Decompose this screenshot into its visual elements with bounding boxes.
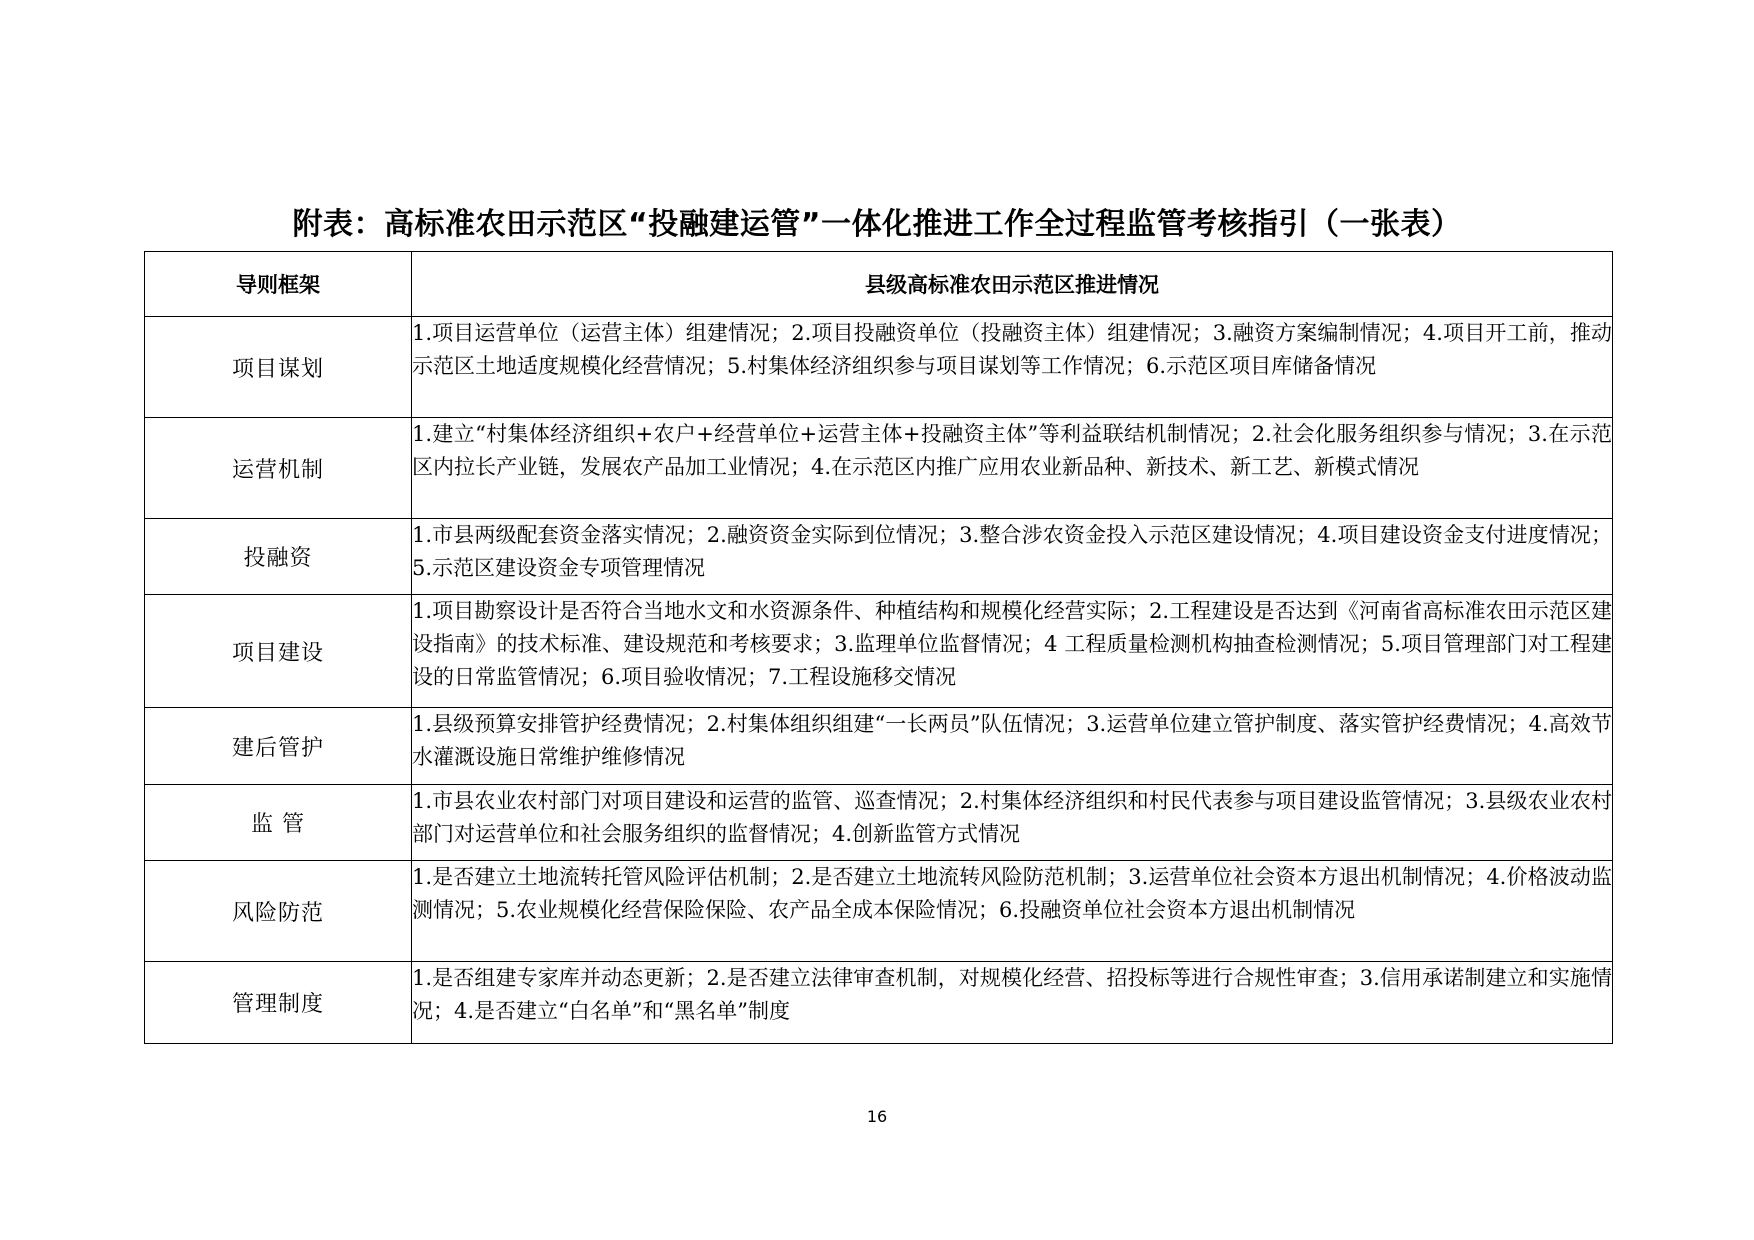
row-content: 1.县级预算安排管护经费情况；2.村集体组织组建“一长两员”队伍情况；3.运营单位建立管护制度、落实管护经费情况；4.高效节水灌溉设施日常维护维修情况	[412, 708, 1613, 785]
row-content: 1.项目勘察设计是否符合当地水文和水资源条件、种植结构和规模化经营实际；2.工程建设是否达到《河南省高标准农田示范区建设指南》的技术标准、建设规范和考核要求；3.监理单位监督情况；4 工程质量检测机构抽查检测情况；5.项目管理部门对工程建设的日常监管情况；6.项目验收情况；7.工程设施移交情况	[412, 595, 1613, 708]
row-content: 1.市县两级配套资金落实情况；2.融资资金实际到位情况；3.整合涉农资金投入示范区建设情况；4.项目建设资金支付进度情况；5.示范区建设资金专项管理情况	[412, 519, 1613, 595]
header-framework: 导则框架	[145, 252, 412, 317]
row-content: 1.市县农业农村部门对项目建设和运营的监管、巡查情况；2.村集体经济组织和村民代表参与项目建设监管情况；3.县级农业农村部门对运营单位和社会服务组织的监督情况；4.创新监管方式情况	[412, 785, 1613, 861]
row-category: 监 管	[145, 785, 412, 861]
row-content: 1.是否建立土地流转托管风险评估机制；2.是否建立土地流转风险防范机制；3.运营单位社会资本方退出机制情况；4.价格波动监测情况；5.农业规模化经营保险保险、农产品全成本保险情况；6.投融资单位社会资本方退出机制情况	[412, 861, 1613, 962]
table-row	[145, 595, 1613, 708]
table-header-row	[145, 252, 1613, 317]
row-category: 风险防范	[145, 861, 412, 962]
guide-table	[144, 251, 1613, 1044]
table-row	[145, 317, 1613, 418]
page-number: 16	[866, 1107, 888, 1126]
document-title: 附表：高标准农田示范区“投融建运管”一体化推进工作全过程监管考核指引（一张表）	[292, 207, 1462, 242]
table-row	[145, 861, 1613, 962]
table-row	[145, 962, 1613, 1044]
table-row	[145, 785, 1613, 861]
row-category: 投融资	[145, 519, 412, 595]
row-category: 运营机制	[145, 418, 412, 519]
row-category: 项目谋划	[145, 317, 412, 418]
row-content: 1.建立“村集体经济组织+农户+经营单位+运营主体+投融资主体”等利益联结机制情况；2.社会化服务组织参与情况；3.在示范区内拉长产业链，发展农产品加工业情况；4.在示范区内推广应用农业新品种、新技术、新工艺、新模式情况	[412, 418, 1613, 519]
table-row	[145, 708, 1613, 785]
row-category: 建后管护	[145, 708, 412, 785]
table-row	[145, 519, 1613, 595]
row-content: 1.是否组建专家库并动态更新；2.是否建立法律审查机制，对规模化经营、招投标等进行合规性审查；3.信用承诺制建立和实施情况；4.是否建立“白名单”和“黑名单”制度	[412, 962, 1613, 1044]
table-row	[145, 418, 1613, 519]
header-progress: 县级高标准农田示范区推进情况	[412, 252, 1613, 317]
row-content: 1.项目运营单位（运营主体）组建情况；2.项目投融资单位（投融资主体）组建情况；3.融资方案编制情况；4.项目开工前，推动示范区土地适度规模化经营情况；5.村集体经济组织参与项目谋划等工作情况；6.示范区项目库储备情况	[412, 317, 1613, 418]
row-category: 项目建设	[145, 595, 412, 708]
row-category: 管理制度	[145, 962, 412, 1044]
